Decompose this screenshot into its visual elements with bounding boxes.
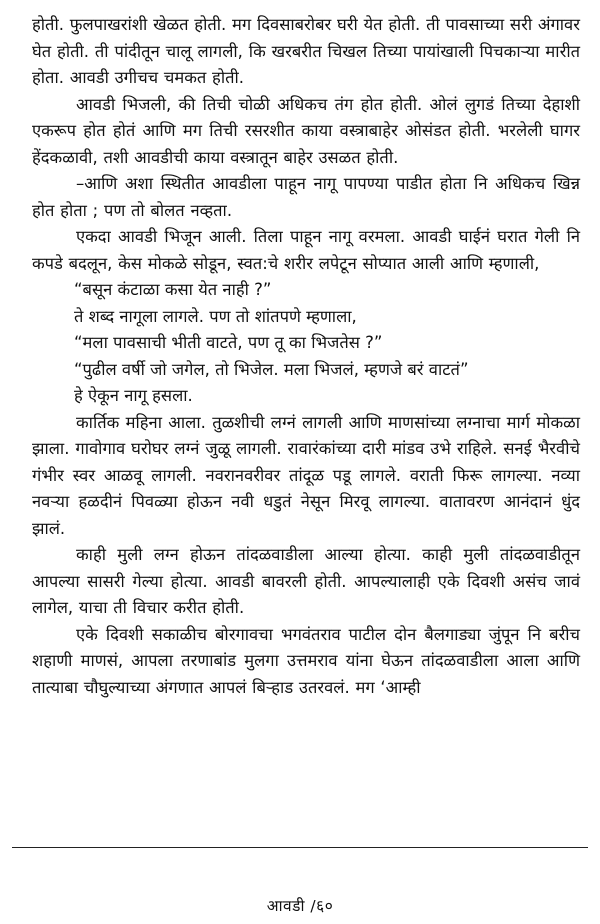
paragraph-3: –आणि अशा स्थितीत आवडीला पाहून नागू पापण्या पाडीत होता नि अधिकच खिन्न होत होता ; पण तो बोलत नव्हता.	[32, 174, 580, 220]
paragraph-4: एकदा आवडी भिजून आली. तिला पाहून नागू वरमला. आवडी घाईनं घरात गेली नि कपडे बदलून, केस मोकळे सोडून, स्वत:चे शरीर लपेटून सोप्यात आली आणि म्हणाली,	[32, 227, 580, 273]
dialogue-line-2: ते शब्द नागूला लागले. पण तो शांतपणे म्हणाला,	[74, 306, 357, 326]
dialogue-line-4: “पुढील वर्षी जो जगेल, तो भिजेल. मला भिजलं, म्हणजे बरं वाटतं”	[74, 359, 469, 379]
page-folio: आवडी /६०	[266, 897, 334, 915]
paragraph-2: आवडी भिजली, की तिची चोळी अधिकच तंग होत होती. ओलं लुगडं तिच्या देहाशी एकरूप होत होतं आणि मग तिची रसरशीत काया वस्त्राबाहेर ओसंडत होती. भरलेली घागर हेंदकळावी, तशी आवडीची काया वस्त्रातून बाहेर उसळत होती.	[32, 94, 580, 167]
dialogue-line-1: “बसून कंटाळा कसा येत नाही ?”	[74, 280, 272, 299]
paragraph-1: होती. फुलपाखरांशी खेळत होती. मग दिवसाबरोबर घरी येत होती. ती पावसाच्या सरी अंगावर घेत होती. ती पांदीतून चालू लागली, कि खरबरीत चिखल तिच्या पायांखाली पिचकाऱ्या मारीत होता. आवडी उगीचच चमकत होती.	[32, 15, 580, 87]
paragraph-6: काही मुली लग्न होऊन तांदळवाडीला आल्या होत्या. काही मुली तांदळवाडीतून आपल्या सासरी गेल्या होत्या. आवडी बावरली होती. आपल्यालाही एके दिवशी असंच जावं लागेल, याचा ती विचार करीत होती.	[32, 545, 580, 617]
paragraph-7: एके दिवशी सकाळीच बोरगावचा भगवंतराव पाटील दोन बैलगाड्या जुंपून नि बरीच शहाणी माणसं, आपला तरणाबांड मुलगा उत्तमराव यांना घेऊन तांदळवाडीला आला आणि तात्याबा चौघुल्याच्या अंगणात आपलं बिऱ्हाड उतरवलं. मग ‘आम्ही	[32, 624, 580, 697]
paragraph-5: कार्तिक महिना आला. तुळशीची लग्नं लागली आणि माणसांच्या लग्नाचा मार्ग मोकळा झाला. गावोगाव घरोघर लग्नं जुळू लागली. रावारंकांच्या दारी मांडव उभे राहिले. सनई भैरवीचे गंभीर स्वर आळवू लागली. नवरानवरीवर तांदूळ पडू लागले. वराती फिरू लागल्या. नव्या नवऱ्या हळदीनं पिवळ्या होऊन नवी धडुतं नेसून मिरवू लागल्या. वातावरण आनंदानं धुंद झालं.	[32, 412, 580, 538]
body-text	[32, 12, 580, 701]
dialogue-line-5: हे ऐकून नागू हसला.	[74, 386, 193, 405]
dialogue-line-3: “मला पावसाची भीती वाटते, पण तू का भिजतेस ?”	[74, 333, 383, 352]
footer-rule	[12, 847, 588, 848]
